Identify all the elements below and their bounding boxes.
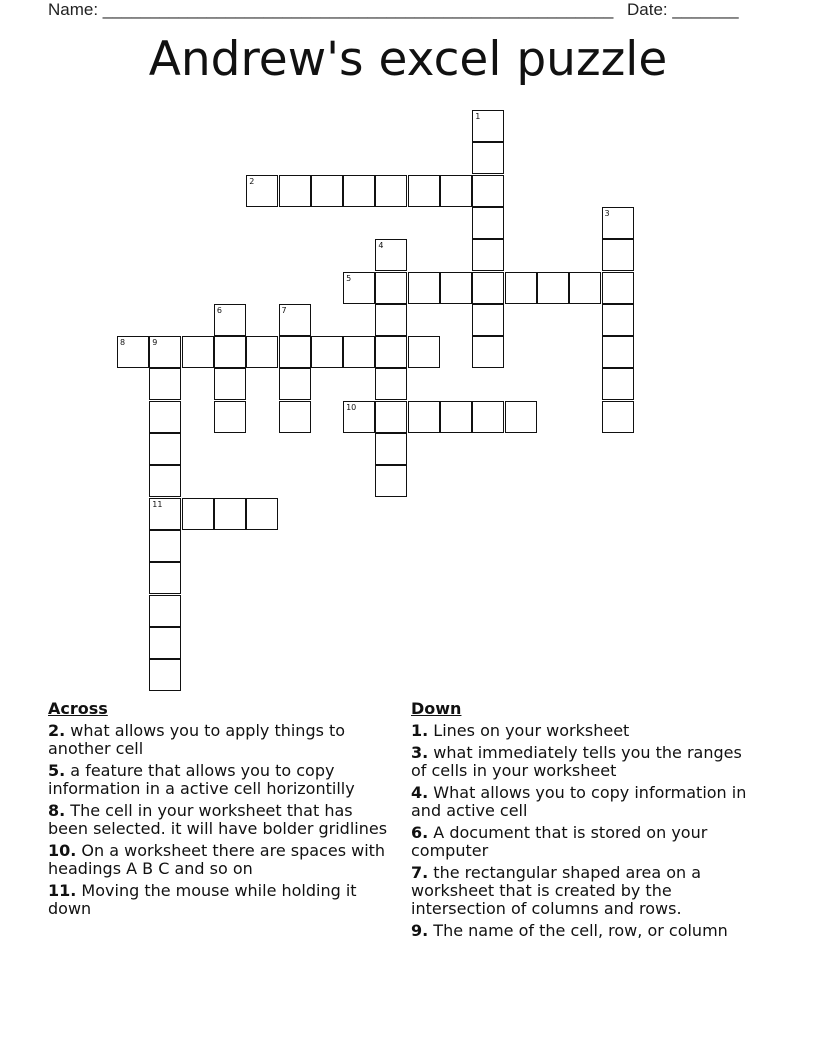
across-clue [48, 802, 388, 838]
grid-cell[interactable] [149, 627, 181, 659]
grid-cell[interactable] [214, 401, 246, 433]
across-clues [48, 700, 388, 922]
grid-cell[interactable] [182, 498, 214, 530]
clue-number: 6 [216, 305, 222, 315]
grid-cell[interactable] [311, 336, 343, 368]
down-heading: Down [411, 699, 462, 718]
across-clue [48, 722, 388, 758]
grid-cell[interactable] [246, 498, 278, 530]
grid-cell[interactable] [149, 433, 181, 465]
clue-text: A document that is stored on your computer [411, 823, 708, 860]
clue-text: The cell in your worksheet that has been selected. it will have bolder gridlines [48, 801, 388, 838]
clue-number: 3 [604, 208, 610, 218]
grid-cell[interactable] [214, 304, 246, 336]
grid-cell[interactable] [472, 142, 504, 174]
clue-number: 7. [411, 863, 429, 882]
grid-cell[interactable] [472, 401, 504, 433]
clue-number: 8. [48, 801, 66, 820]
grid-cell[interactable] [602, 401, 634, 433]
clue-number: 9. [411, 921, 429, 940]
clue-number: 5 [346, 273, 352, 283]
grid-cell[interactable] [472, 207, 504, 239]
grid-cell[interactable] [214, 498, 246, 530]
clue-number: 2. [48, 721, 66, 740]
grid-cell[interactable] [472, 110, 504, 142]
page-title: Andrew's excel puzzle [148, 32, 668, 87]
grid-cell[interactable] [214, 336, 246, 368]
grid-cell[interactable] [375, 368, 407, 400]
across-clue [48, 842, 388, 878]
grid-cell[interactable] [311, 175, 343, 207]
grid-cell[interactable] [602, 239, 634, 271]
grid-cell[interactable] [375, 433, 407, 465]
clue-number: 4 [378, 241, 384, 251]
grid-cell[interactable] [149, 336, 181, 368]
grid-cell[interactable] [246, 175, 278, 207]
grid-cell[interactable] [602, 368, 634, 400]
grid-cell[interactable] [149, 530, 181, 562]
across-clue [48, 882, 388, 918]
grid-cell[interactable] [440, 401, 472, 433]
clue-number: 7 [281, 305, 287, 315]
clue-text: what allows you to apply things to another cell [48, 721, 346, 758]
clue-text: On a worksheet there are spaces with headings A B C and so on [48, 841, 386, 878]
grid-cell[interactable] [279, 175, 311, 207]
grid-cell[interactable] [279, 304, 311, 336]
clue-number: 4. [411, 783, 429, 802]
grid-cell[interactable] [375, 304, 407, 336]
clue-text: Moving the mouse while holding it down [48, 881, 357, 918]
across-heading: Across [48, 699, 108, 718]
down-clue [411, 824, 761, 860]
grid-cell[interactable] [149, 562, 181, 594]
clue-number: 5. [48, 761, 66, 780]
grid-cell[interactable] [408, 336, 440, 368]
grid-cell[interactable] [149, 595, 181, 627]
down-clue [411, 784, 761, 820]
grid-cell[interactable] [602, 304, 634, 336]
grid-cell[interactable] [375, 401, 407, 433]
grid-cell[interactable] [343, 272, 375, 304]
grid-cell[interactable] [279, 401, 311, 433]
grid-cell[interactable] [375, 175, 407, 207]
clue-number: 11. [48, 881, 77, 900]
clue-text: What allows you to copy information in and active cell [411, 783, 747, 820]
grid-cell[interactable] [343, 175, 375, 207]
grid-cell[interactable] [375, 239, 407, 271]
across-clue [48, 762, 388, 798]
grid-cell[interactable] [375, 336, 407, 368]
clue-text: a feature that allows you to copy information in a active cell horizontilly [48, 761, 355, 798]
down-clues [411, 700, 761, 944]
clue-number: 9 [152, 338, 158, 348]
grid-cell[interactable] [440, 272, 472, 304]
grid-cell[interactable] [343, 401, 375, 433]
grid-cell[interactable] [149, 498, 181, 530]
grid-cell[interactable] [182, 336, 214, 368]
grid-cell[interactable] [569, 272, 601, 304]
date-field: Date: _______ [627, 0, 739, 19]
clue-number: 10. [48, 841, 77, 860]
grid-cell[interactable] [602, 272, 634, 304]
grid-cell[interactable] [602, 207, 634, 239]
grid-cell[interactable] [472, 239, 504, 271]
grid-cell[interactable] [505, 401, 537, 433]
down-clue [411, 864, 761, 918]
grid-cell[interactable] [117, 336, 149, 368]
clue-text: what immediately tells you the ranges of cells in your worksheet [411, 743, 742, 780]
clue-number: 2 [249, 176, 255, 186]
clue-number: 10 [346, 402, 357, 412]
grid-cell[interactable] [408, 272, 440, 304]
grid-cell[interactable] [375, 465, 407, 497]
grid-cell[interactable] [246, 336, 278, 368]
grid-cell[interactable] [408, 401, 440, 433]
down-clue [411, 722, 761, 740]
grid-cell[interactable] [343, 336, 375, 368]
grid-cell[interactable] [472, 272, 504, 304]
clue-text: Lines on your worksheet [428, 721, 630, 740]
clue-number: 1 [475, 112, 481, 121]
grid-cell[interactable] [472, 336, 504, 368]
grid-cell[interactable] [440, 175, 472, 207]
clue-text: The name of the cell, row, or column [428, 921, 728, 940]
grid-cell[interactable] [537, 272, 569, 304]
grid-cell[interactable] [472, 304, 504, 336]
grid-cell[interactable] [279, 368, 311, 400]
grid-cell[interactable] [472, 175, 504, 207]
grid-cell[interactable] [375, 272, 407, 304]
clue-number: 11 [152, 499, 163, 509]
grid-cell[interactable] [149, 659, 181, 691]
clue-number: 6. [411, 823, 429, 842]
grid-cell[interactable] [408, 175, 440, 207]
down-clue [411, 744, 761, 780]
grid-cell[interactable] [149, 465, 181, 497]
grid-cell[interactable] [505, 272, 537, 304]
grid-cell[interactable] [149, 368, 181, 400]
clue-number: 8 [120, 338, 126, 348]
grid-cell[interactable] [602, 336, 634, 368]
down-clue [411, 922, 761, 940]
grid-cell[interactable] [149, 401, 181, 433]
clue-number: 1. [411, 721, 429, 740]
name-field: Name: ______________________________________________________ [48, 0, 614, 19]
grid-cell[interactable] [279, 336, 311, 368]
clue-number: 3. [411, 743, 429, 762]
grid-cell[interactable] [214, 368, 246, 400]
clue-text: the rectangular shaped area on a worksheet that is created by the intersection of columns and rows. [411, 863, 702, 918]
